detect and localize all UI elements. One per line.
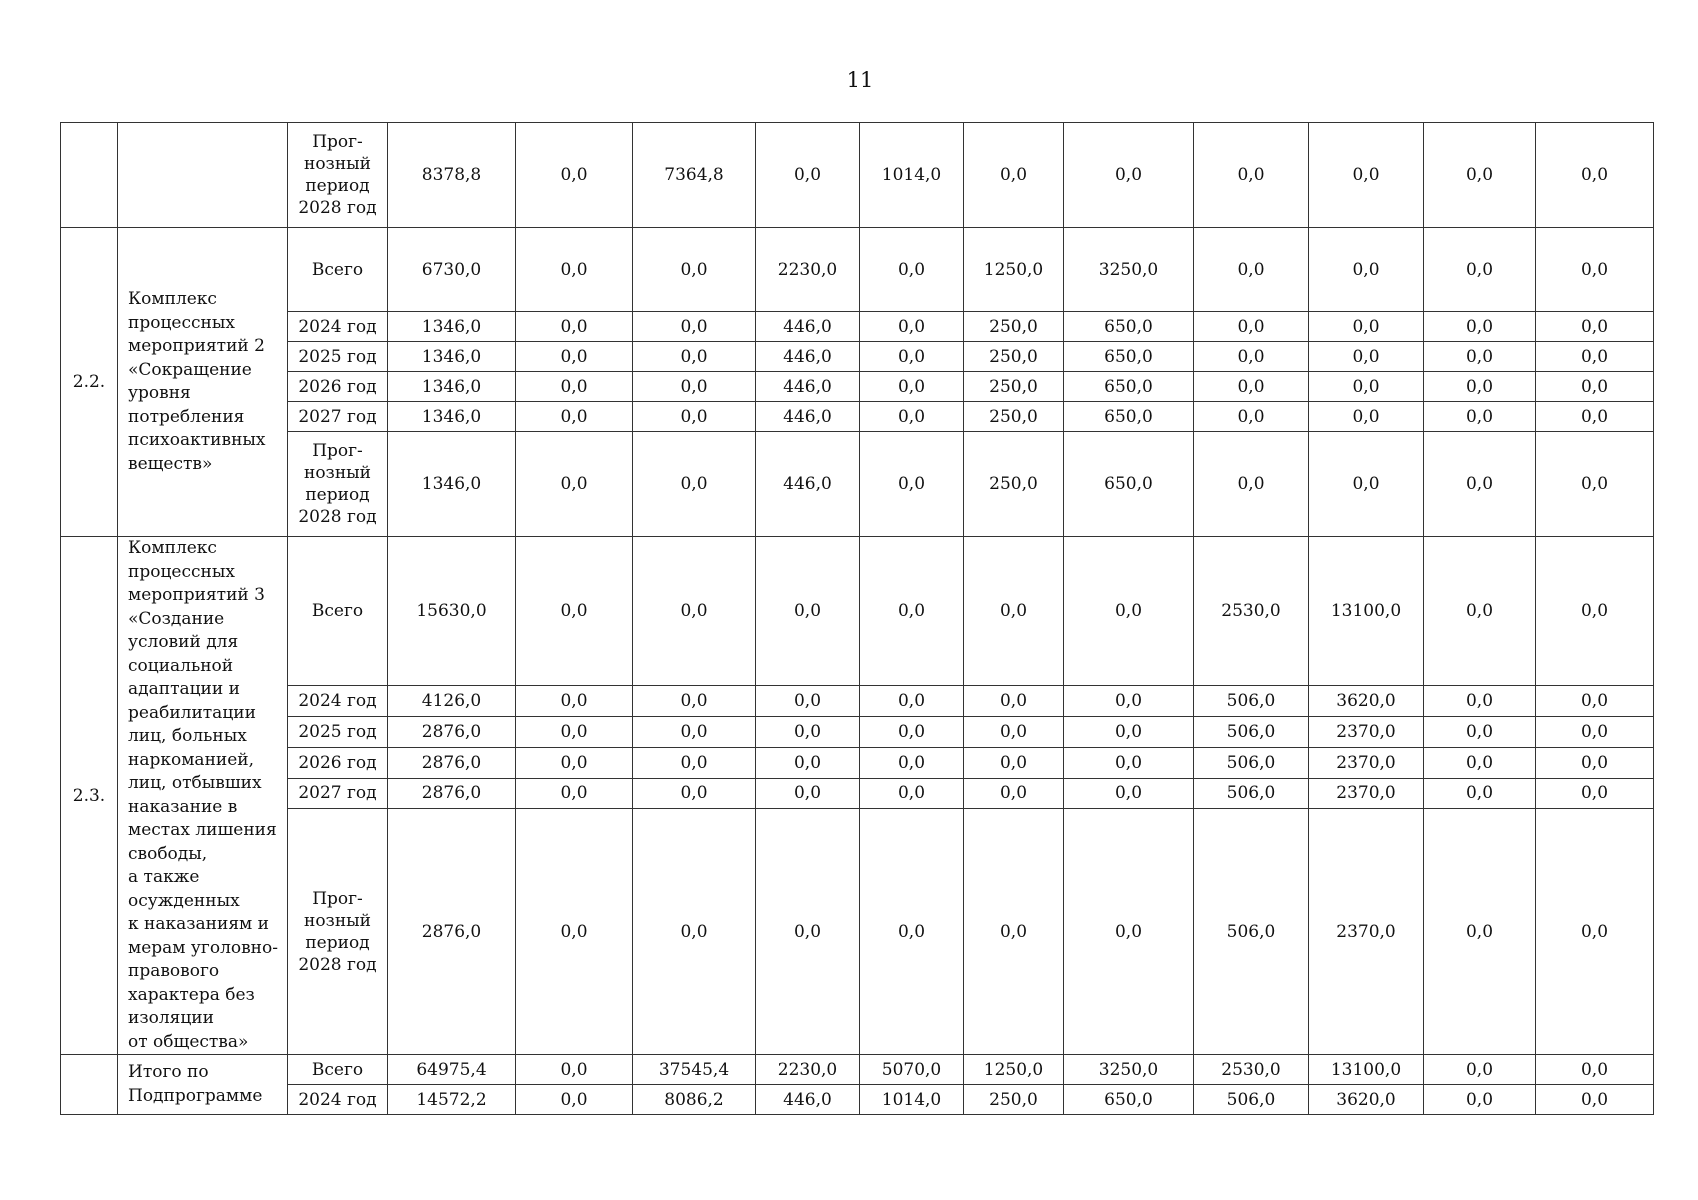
value-cell: 0,0 bbox=[516, 372, 633, 402]
value-cell: 0,0 bbox=[1424, 809, 1536, 1055]
row-index: 2.3. bbox=[61, 537, 118, 1055]
value-cell: 0,0 bbox=[1064, 537, 1194, 686]
value-cell: 0,0 bbox=[964, 686, 1064, 717]
period-cell: Прог- нозный период 2028 год bbox=[288, 123, 388, 228]
value-cell: 506,0 bbox=[1194, 686, 1309, 717]
period-cell: 2026 год bbox=[288, 747, 388, 778]
value-cell: 0,0 bbox=[860, 402, 964, 432]
value-cell: 250,0 bbox=[964, 432, 1064, 537]
value-cell: 0,0 bbox=[1424, 312, 1536, 342]
value-cell: 0,0 bbox=[633, 228, 756, 312]
value-cell: 506,0 bbox=[1194, 778, 1309, 809]
value-cell: 3250,0 bbox=[1064, 1055, 1194, 1085]
row-item-name bbox=[118, 123, 288, 228]
value-cell: 0,0 bbox=[756, 716, 860, 747]
value-cell: 0,0 bbox=[1309, 228, 1424, 312]
value-cell: 2876,0 bbox=[388, 716, 516, 747]
value-cell: 0,0 bbox=[964, 809, 1064, 1055]
value-cell: 6730,0 bbox=[388, 228, 516, 312]
value-cell: 0,0 bbox=[1424, 537, 1536, 686]
period-cell: 2024 год bbox=[288, 686, 388, 717]
value-cell: 0,0 bbox=[1424, 372, 1536, 402]
value-cell: 5070,0 bbox=[860, 1055, 964, 1085]
value-cell: 0,0 bbox=[633, 342, 756, 372]
value-cell: 64975,4 bbox=[388, 1055, 516, 1085]
value-cell: 506,0 bbox=[1194, 747, 1309, 778]
value-cell: 0,0 bbox=[860, 342, 964, 372]
value-cell: 0,0 bbox=[1064, 809, 1194, 1055]
table-row bbox=[61, 537, 1654, 686]
value-cell: 446,0 bbox=[756, 432, 860, 537]
value-cell: 0,0 bbox=[860, 537, 964, 686]
period-cell: 2025 год bbox=[288, 342, 388, 372]
page-number: 11 bbox=[846, 68, 874, 92]
value-cell: 0,0 bbox=[1064, 778, 1194, 809]
row-index bbox=[61, 123, 118, 228]
table-row bbox=[61, 228, 1654, 312]
period-cell: 2024 год bbox=[288, 312, 388, 342]
value-cell: 0,0 bbox=[516, 809, 633, 1055]
value-cell: 250,0 bbox=[964, 402, 1064, 432]
value-cell: 0,0 bbox=[964, 716, 1064, 747]
value-cell: 250,0 bbox=[964, 372, 1064, 402]
table-row bbox=[61, 312, 1654, 342]
value-cell: 0,0 bbox=[1424, 432, 1536, 537]
value-cell: 0,0 bbox=[1064, 123, 1194, 228]
value-cell: 446,0 bbox=[756, 372, 860, 402]
value-cell: 0,0 bbox=[964, 123, 1064, 228]
value-cell: 0,0 bbox=[1064, 686, 1194, 717]
row-index: 2.2. bbox=[61, 228, 118, 537]
value-cell: 8086,2 bbox=[633, 1085, 756, 1115]
value-cell: 0,0 bbox=[1424, 123, 1536, 228]
value-cell: 1346,0 bbox=[388, 342, 516, 372]
value-cell: 4126,0 bbox=[388, 686, 516, 717]
value-cell: 0,0 bbox=[756, 747, 860, 778]
value-cell: 0,0 bbox=[516, 402, 633, 432]
value-cell: 2370,0 bbox=[1309, 809, 1424, 1055]
value-cell: 0,0 bbox=[1064, 747, 1194, 778]
value-cell: 0,0 bbox=[633, 372, 756, 402]
budget-table bbox=[60, 122, 1654, 1115]
value-cell: 446,0 bbox=[756, 1085, 860, 1115]
table-body bbox=[61, 123, 1654, 1115]
value-cell: 0,0 bbox=[1309, 123, 1424, 228]
row-item-name: Комплекс процессных мероприятий 2 «Сокращение уровня потребления психоактивных веществ» bbox=[118, 228, 288, 537]
value-cell: 0,0 bbox=[1424, 228, 1536, 312]
value-cell: 0,0 bbox=[516, 1055, 633, 1085]
table-row bbox=[61, 1055, 1654, 1085]
value-cell: 0,0 bbox=[633, 686, 756, 717]
value-cell: 0,0 bbox=[860, 312, 964, 342]
value-cell: 0,0 bbox=[756, 686, 860, 717]
value-cell: 0,0 bbox=[516, 716, 633, 747]
value-cell: 0,0 bbox=[1536, 1055, 1654, 1085]
value-cell: 0,0 bbox=[1424, 1085, 1536, 1115]
value-cell: 0,0 bbox=[1194, 228, 1309, 312]
value-cell: 650,0 bbox=[1064, 342, 1194, 372]
period-cell: Прог- нозный период 2028 год bbox=[288, 432, 388, 537]
value-cell: 0,0 bbox=[1536, 747, 1654, 778]
value-cell: 1346,0 bbox=[388, 432, 516, 537]
table-row bbox=[61, 342, 1654, 372]
value-cell: 0,0 bbox=[633, 778, 756, 809]
value-cell: 0,0 bbox=[1536, 123, 1654, 228]
value-cell: 0,0 bbox=[633, 747, 756, 778]
value-cell: 650,0 bbox=[1064, 402, 1194, 432]
value-cell: 250,0 bbox=[964, 342, 1064, 372]
period-cell: Прог- нозный период 2028 год bbox=[288, 809, 388, 1055]
period-cell: 2027 год bbox=[288, 778, 388, 809]
value-cell: 0,0 bbox=[516, 228, 633, 312]
value-cell: 0,0 bbox=[1424, 747, 1536, 778]
table-row bbox=[61, 432, 1654, 537]
value-cell: 0,0 bbox=[1194, 402, 1309, 432]
value-cell: 0,0 bbox=[860, 778, 964, 809]
value-cell: 0,0 bbox=[516, 432, 633, 537]
value-cell: 7364,8 bbox=[633, 123, 756, 228]
value-cell: 0,0 bbox=[516, 686, 633, 717]
value-cell: 1014,0 bbox=[860, 123, 964, 228]
value-cell: 446,0 bbox=[756, 312, 860, 342]
value-cell: 2876,0 bbox=[388, 747, 516, 778]
period-cell: 2025 год bbox=[288, 716, 388, 747]
value-cell: 0,0 bbox=[1536, 686, 1654, 717]
value-cell: 0,0 bbox=[633, 312, 756, 342]
value-cell: 650,0 bbox=[1064, 1085, 1194, 1115]
period-cell: 2026 год bbox=[288, 372, 388, 402]
value-cell: 0,0 bbox=[516, 342, 633, 372]
table-row bbox=[61, 402, 1654, 432]
value-cell: 0,0 bbox=[860, 432, 964, 537]
period-cell: Всего bbox=[288, 228, 388, 312]
value-cell: 2876,0 bbox=[388, 809, 516, 1055]
value-cell: 13100,0 bbox=[1309, 537, 1424, 686]
value-cell: 446,0 bbox=[756, 342, 860, 372]
value-cell: 1346,0 bbox=[388, 372, 516, 402]
value-cell: 3250,0 bbox=[1064, 228, 1194, 312]
value-cell: 506,0 bbox=[1194, 716, 1309, 747]
value-cell: 14572,2 bbox=[388, 1085, 516, 1115]
value-cell: 0,0 bbox=[1064, 716, 1194, 747]
value-cell: 0,0 bbox=[964, 778, 1064, 809]
value-cell: 0,0 bbox=[1536, 432, 1654, 537]
value-cell: 1014,0 bbox=[860, 1085, 964, 1115]
value-cell: 0,0 bbox=[516, 537, 633, 686]
table-row bbox=[61, 747, 1654, 778]
value-cell: 0,0 bbox=[633, 432, 756, 537]
value-cell: 0,0 bbox=[860, 809, 964, 1055]
row-item-name: Итого по Подпрограмме bbox=[118, 1055, 288, 1115]
value-cell: 0,0 bbox=[516, 1085, 633, 1115]
value-cell: 0,0 bbox=[1424, 1055, 1536, 1085]
value-cell: 0,0 bbox=[1309, 432, 1424, 537]
value-cell: 0,0 bbox=[756, 123, 860, 228]
value-cell: 0,0 bbox=[964, 747, 1064, 778]
value-cell: 506,0 bbox=[1194, 809, 1309, 1055]
value-cell: 0,0 bbox=[633, 537, 756, 686]
value-cell: 2230,0 bbox=[756, 228, 860, 312]
value-cell: 0,0 bbox=[633, 716, 756, 747]
value-cell: 0,0 bbox=[1309, 342, 1424, 372]
value-cell: 0,0 bbox=[1536, 1085, 1654, 1115]
value-cell: 2370,0 bbox=[1309, 747, 1424, 778]
value-cell: 0,0 bbox=[516, 778, 633, 809]
value-cell: 0,0 bbox=[1194, 123, 1309, 228]
table-row bbox=[61, 716, 1654, 747]
value-cell: 0,0 bbox=[1424, 686, 1536, 717]
value-cell: 0,0 bbox=[1309, 312, 1424, 342]
value-cell: 0,0 bbox=[756, 809, 860, 1055]
value-cell: 0,0 bbox=[1309, 372, 1424, 402]
value-cell: 0,0 bbox=[860, 228, 964, 312]
value-cell: 2370,0 bbox=[1309, 716, 1424, 747]
value-cell: 0,0 bbox=[1424, 402, 1536, 432]
value-cell: 1250,0 bbox=[964, 228, 1064, 312]
value-cell: 37545,4 bbox=[633, 1055, 756, 1085]
value-cell: 0,0 bbox=[1536, 809, 1654, 1055]
value-cell: 0,0 bbox=[1536, 537, 1654, 686]
value-cell: 0,0 bbox=[860, 716, 964, 747]
table-row bbox=[61, 1085, 1654, 1115]
value-cell: 2530,0 bbox=[1194, 537, 1309, 686]
value-cell: 0,0 bbox=[756, 778, 860, 809]
value-cell: 250,0 bbox=[964, 312, 1064, 342]
table-row bbox=[61, 686, 1654, 717]
period-cell: 2027 год bbox=[288, 402, 388, 432]
value-cell: 0,0 bbox=[1424, 716, 1536, 747]
value-cell: 2230,0 bbox=[756, 1055, 860, 1085]
value-cell: 0,0 bbox=[633, 402, 756, 432]
table-row bbox=[61, 123, 1654, 228]
value-cell: 0,0 bbox=[1424, 342, 1536, 372]
value-cell: 650,0 bbox=[1064, 432, 1194, 537]
value-cell: 1250,0 bbox=[964, 1055, 1064, 1085]
value-cell: 250,0 bbox=[964, 1085, 1064, 1115]
value-cell: 0,0 bbox=[860, 686, 964, 717]
value-cell: 8378,8 bbox=[388, 123, 516, 228]
value-cell: 3620,0 bbox=[1309, 686, 1424, 717]
value-cell: 0,0 bbox=[1536, 228, 1654, 312]
value-cell: 0,0 bbox=[1536, 402, 1654, 432]
value-cell: 0,0 bbox=[1536, 716, 1654, 747]
value-cell: 0,0 bbox=[1424, 778, 1536, 809]
value-cell: 0,0 bbox=[1536, 372, 1654, 402]
value-cell: 0,0 bbox=[1536, 312, 1654, 342]
value-cell: 1346,0 bbox=[388, 402, 516, 432]
value-cell: 0,0 bbox=[1536, 778, 1654, 809]
value-cell: 0,0 bbox=[1194, 342, 1309, 372]
row-item-name: Комплекс процессных мероприятий 3 «Создание условий для социальной адаптации и реабилитации лиц, больных наркоманией, лиц, отбывших наказание в местах лишения свободы, а также осужденных к наказаниям и мерам уголовно- правового характера без изоляции от общества» bbox=[118, 537, 288, 1055]
table-row bbox=[61, 372, 1654, 402]
value-cell: 0,0 bbox=[756, 537, 860, 686]
value-cell: 1346,0 bbox=[388, 312, 516, 342]
table-row bbox=[61, 778, 1654, 809]
value-cell: 0,0 bbox=[1309, 402, 1424, 432]
value-cell: 2530,0 bbox=[1194, 1055, 1309, 1085]
period-cell: 2024 год bbox=[288, 1085, 388, 1115]
value-cell: 0,0 bbox=[1536, 342, 1654, 372]
value-cell: 506,0 bbox=[1194, 1085, 1309, 1115]
value-cell: 0,0 bbox=[1194, 312, 1309, 342]
value-cell: 0,0 bbox=[633, 809, 756, 1055]
value-cell: 15630,0 bbox=[388, 537, 516, 686]
value-cell: 0,0 bbox=[516, 747, 633, 778]
value-cell: 3620,0 bbox=[1309, 1085, 1424, 1115]
value-cell: 0,0 bbox=[1194, 372, 1309, 402]
value-cell: 0,0 bbox=[1194, 432, 1309, 537]
value-cell: 650,0 bbox=[1064, 372, 1194, 402]
value-cell: 13100,0 bbox=[1309, 1055, 1424, 1085]
period-cell: Всего bbox=[288, 1055, 388, 1085]
value-cell: 0,0 bbox=[516, 123, 633, 228]
row-index bbox=[61, 1055, 118, 1115]
value-cell: 0,0 bbox=[516, 312, 633, 342]
period-cell: Всего bbox=[288, 537, 388, 686]
value-cell: 0,0 bbox=[860, 372, 964, 402]
table-row bbox=[61, 809, 1654, 1055]
value-cell: 650,0 bbox=[1064, 312, 1194, 342]
value-cell: 446,0 bbox=[756, 402, 860, 432]
value-cell: 0,0 bbox=[964, 537, 1064, 686]
value-cell: 2876,0 bbox=[388, 778, 516, 809]
value-cell: 2370,0 bbox=[1309, 778, 1424, 809]
value-cell: 0,0 bbox=[860, 747, 964, 778]
